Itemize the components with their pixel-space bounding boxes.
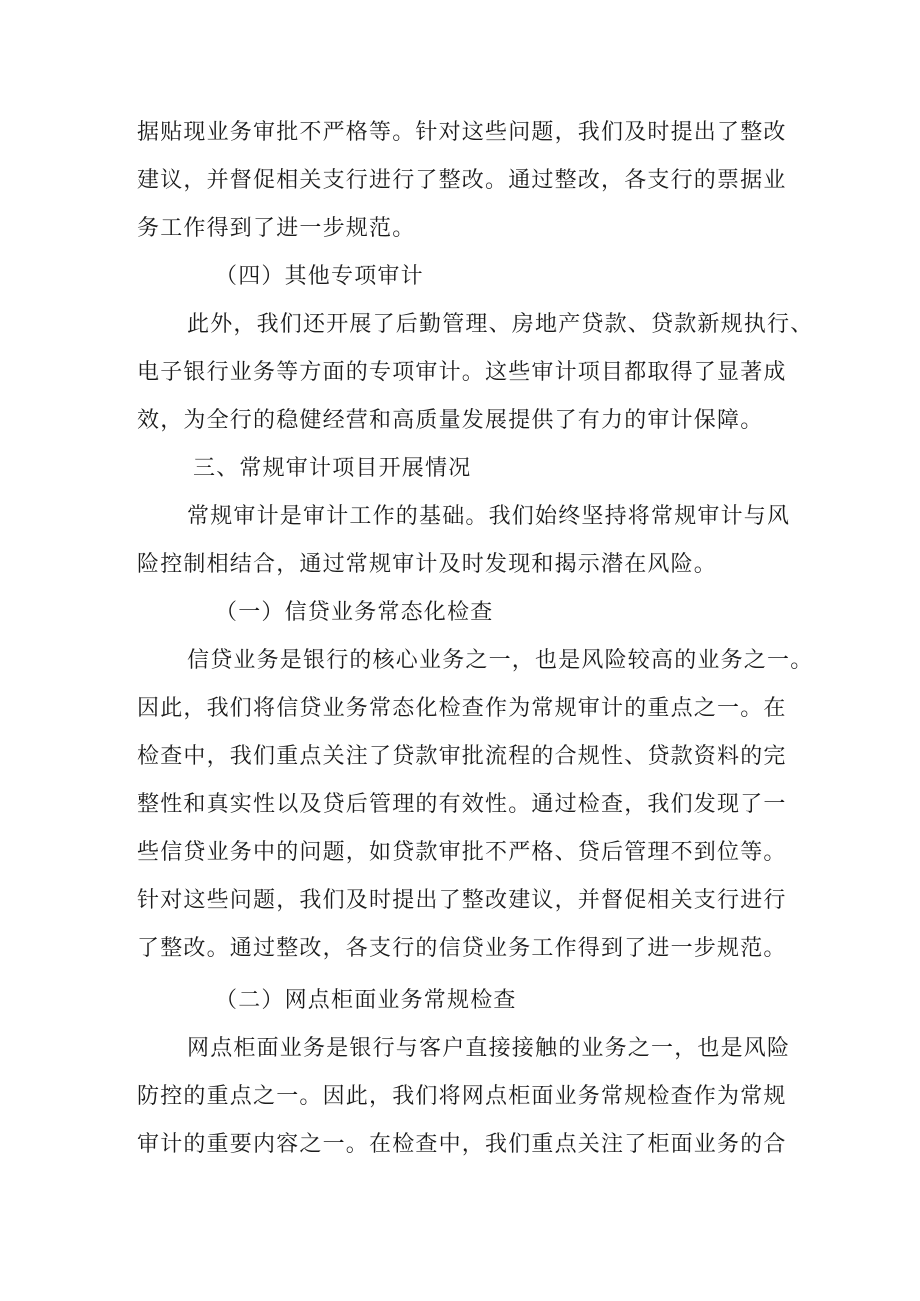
section-heading-1: （一）信贷业务常态化检查: [215, 600, 494, 625]
paragraph-line-6: 电子银行业务等方面的专项审计。这些审计项目都取得了显著成: [137, 360, 787, 385]
paragraph-line-1: 据贴现业务审批不严格等。针对这些问题，我们及时提出了整改: [137, 120, 787, 145]
paragraph-line-12: 信贷业务是银行的核心业务之一，也是风险较高的业务之一。: [187, 648, 814, 673]
paragraph-line-10: 险控制相结合，通过常规审计及时发现和揭示潜在风险。: [137, 552, 718, 577]
paragraph-line-21: 防控的重点之一。因此，我们将网点柜面业务常规检查作为常规: [137, 1084, 787, 1109]
paragraph-line-2: 建议，并督促相关支行进行了整改。通过整改，各支行的票据业: [137, 168, 787, 193]
paragraph-line-15: 整性和真实性以及贷后管理的有效性。通过检查，我们发现了一: [137, 792, 787, 817]
paragraph-line-3: 务工作得到了进一步规范。: [137, 216, 416, 241]
paragraph-line-16: 些信贷业务中的问题，如贷款审批不严格、贷后管理不到位等。: [137, 840, 787, 865]
paragraph-line-5: 此外，我们还开展了后勤管理、房地产贷款、贷款新规执行、: [187, 312, 814, 337]
paragraph-line-13: 因此，我们将信贷业务常态化检查作为常规审计的重点之一。在: [137, 696, 787, 721]
section-heading-4: （四）其他专项审计: [215, 264, 424, 289]
chapter-heading-3: 三、常规审计项目开展情况: [193, 456, 472, 481]
paragraph-line-18: 了整改。通过整改，各支行的信贷业务工作得到了进一步规范。: [137, 936, 787, 961]
paragraph-line-17: 针对这些问题，我们及时提出了整改建议，并督促相关支行进行: [137, 888, 787, 913]
paragraph-line-9: 常规审计是审计工作的基础。我们始终坚持将常规审计与风: [187, 504, 791, 529]
paragraph-line-7: 效，为全行的稳健经营和高质量发展提供了有力的审计保障。: [137, 408, 764, 433]
section-heading-2: （二）网点柜面业务常规检查: [215, 988, 517, 1013]
paragraph-line-22: 审计的重要内容之一。在检查中，我们重点关注了柜面业务的合: [137, 1132, 787, 1157]
paragraph-line-20: 网点柜面业务是银行与客户直接接触的业务之一，也是风险: [187, 1036, 791, 1061]
paragraph-line-14: 检查中，我们重点关注了贷款审批流程的合规性、贷款资料的完: [137, 744, 787, 769]
